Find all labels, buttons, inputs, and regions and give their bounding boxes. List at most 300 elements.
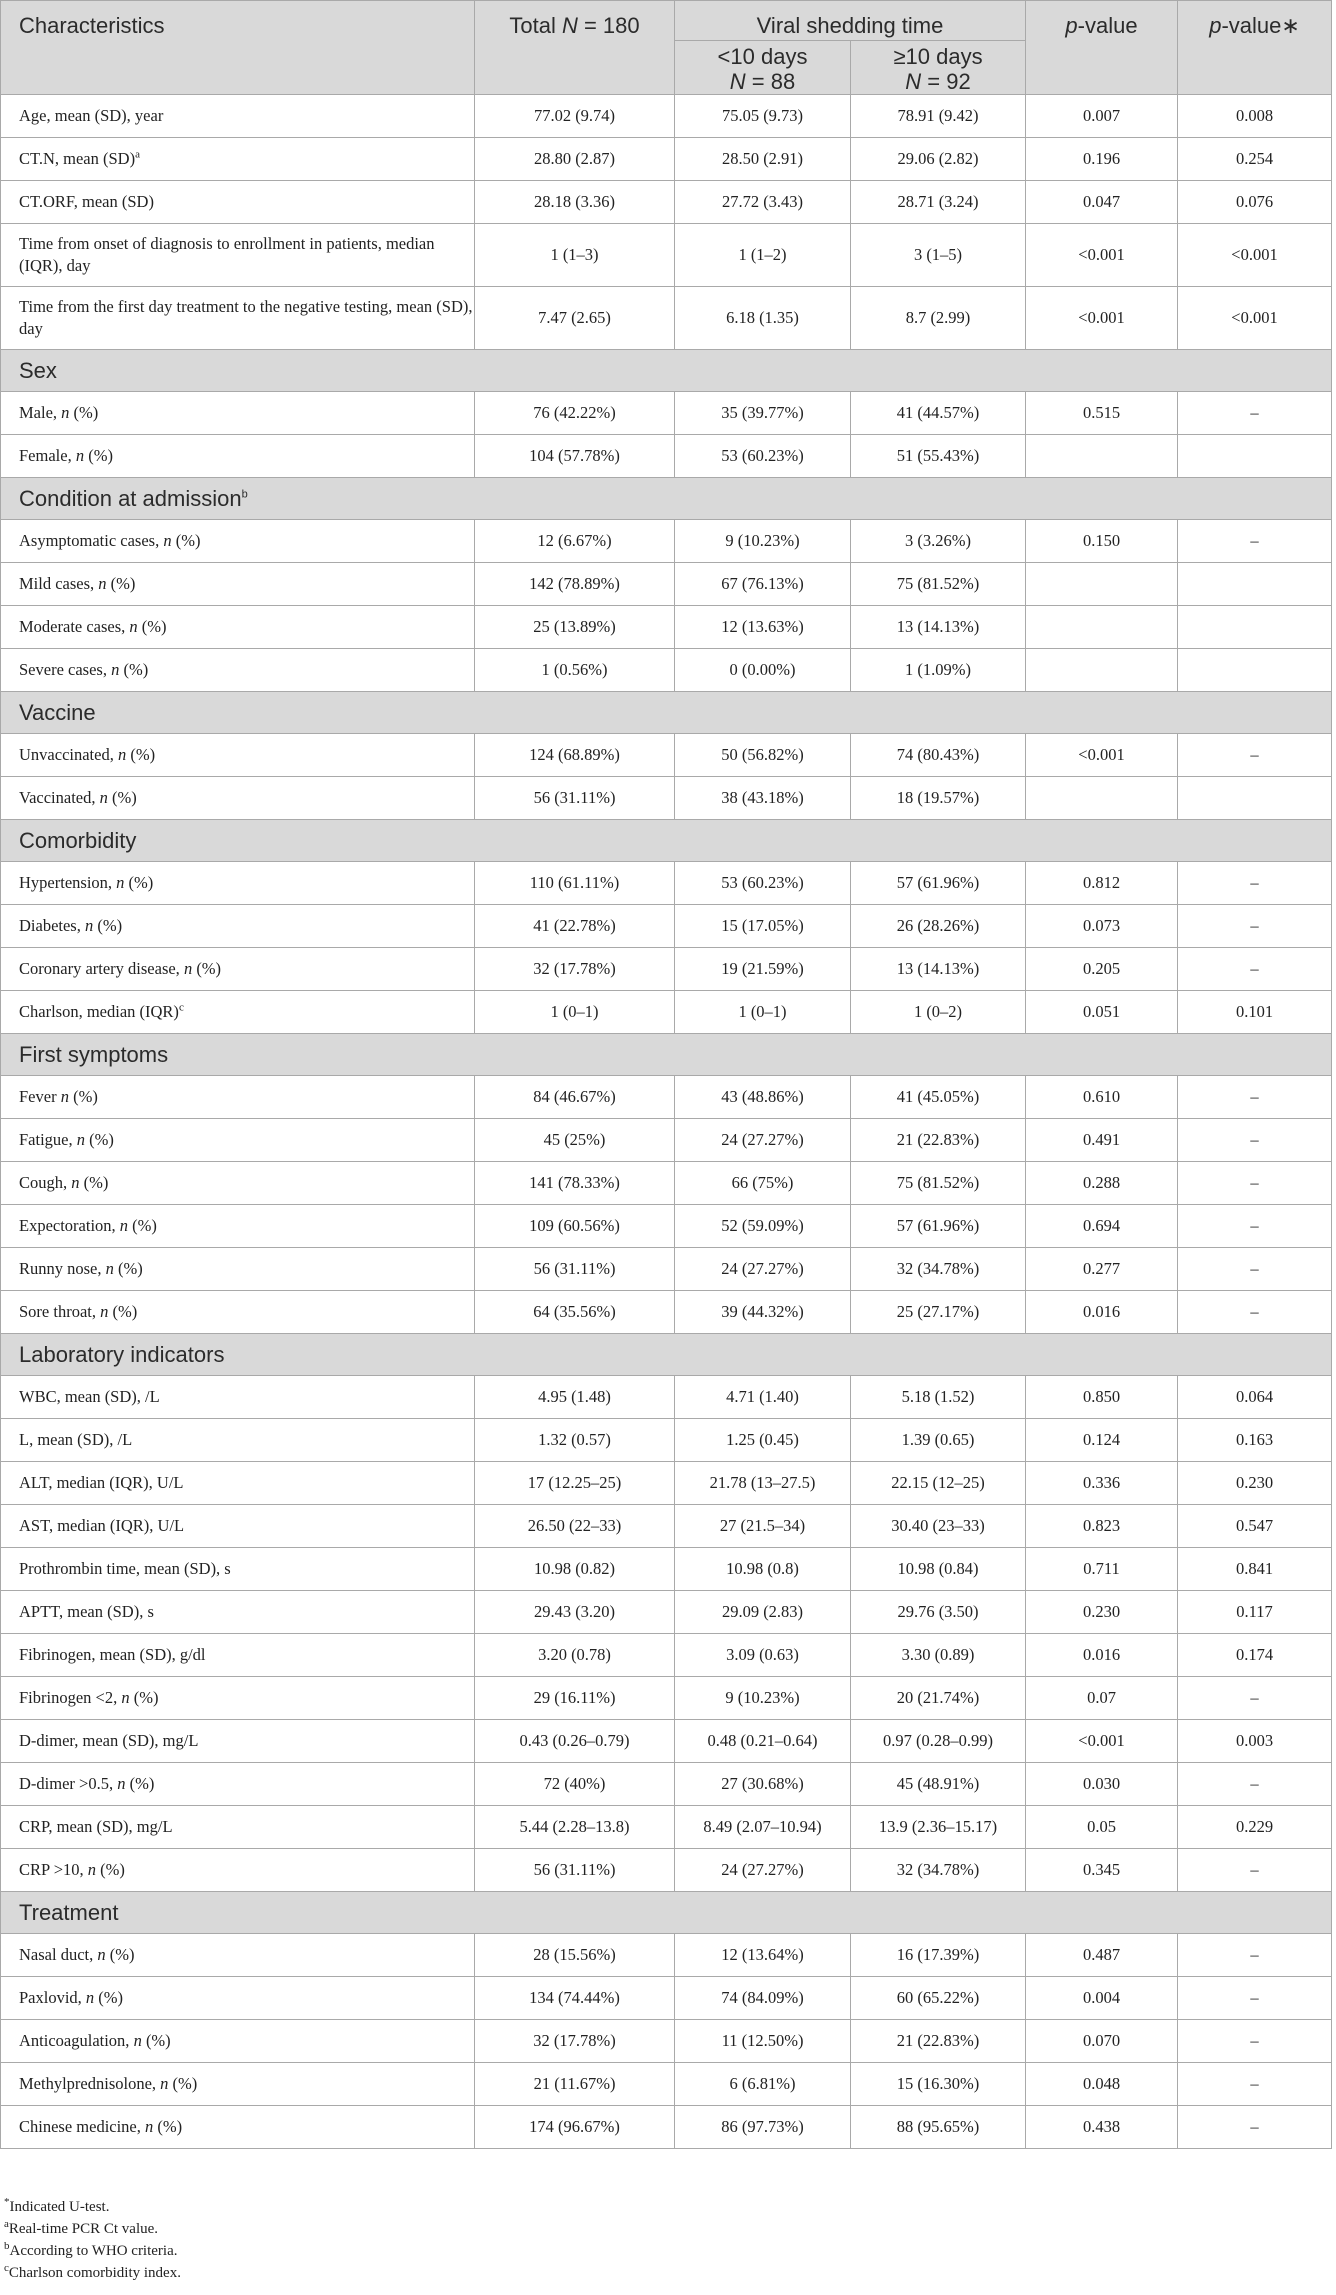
cell-lt10: 0 (0.00%) xyxy=(675,649,851,692)
header-ge10-count xyxy=(851,69,1025,94)
cell-p2: – xyxy=(1178,862,1332,905)
cell-p2 xyxy=(1178,777,1332,820)
cell-p xyxy=(1026,649,1178,692)
cell-total: 109 (60.56%) xyxy=(475,1205,675,1248)
section-title xyxy=(1,820,1332,862)
cell-ge10: 57 (61.96%) xyxy=(851,1205,1026,1248)
table-row xyxy=(1,991,1332,1034)
cell-lt10: 0.48 (0.21–0.64) xyxy=(675,1720,851,1763)
row-label-text: Time from the first day treatment to the negative testing, mean (SD), day xyxy=(19,297,473,338)
table-row xyxy=(1,224,1332,287)
cell-total: 56 (31.11%) xyxy=(475,777,675,820)
row-label-n: n xyxy=(100,1302,109,1321)
header-pstar-letter: p xyxy=(1209,13,1222,38)
cell-lt10: 11 (12.50%) xyxy=(675,2020,851,2063)
cell-p: 0.016 xyxy=(1026,1634,1178,1677)
cell-total: 1.32 (0.57) xyxy=(475,1419,675,1462)
cell-ge10: 21 (22.83%) xyxy=(851,2020,1026,2063)
table-row xyxy=(1,563,1332,606)
cell-total: 4.95 (1.48) xyxy=(475,1376,675,1419)
cell-p: <0.001 xyxy=(1026,1720,1178,1763)
cell-p2 xyxy=(1178,649,1332,692)
cell-lt10: 21.78 (13–27.5) xyxy=(675,1462,851,1505)
cell-ge10: 60 (65.22%) xyxy=(851,1977,1026,2020)
cell-lt10: 53 (60.23%) xyxy=(675,435,851,478)
cell-ge10: 13 (14.13%) xyxy=(851,948,1026,991)
footnote-mark: b xyxy=(4,2240,10,2252)
row-label-n: n xyxy=(76,1130,85,1149)
cell-p2: – xyxy=(1178,1677,1332,1720)
cell-total: 124 (68.89%) xyxy=(475,734,675,777)
section-title-text: Condition at admission xyxy=(19,485,242,511)
row-label-text: Asymptomatic cases, xyxy=(19,531,164,550)
row-label-n: n xyxy=(183,959,193,978)
section-header-row xyxy=(1,692,1332,734)
header-ge10-count-text: = 92 xyxy=(921,69,971,94)
cell-p: 0.007 xyxy=(1026,95,1178,138)
header-lt10-count xyxy=(675,69,850,94)
cell-p2: – xyxy=(1178,1205,1332,1248)
row-label-n: n xyxy=(117,1774,126,1793)
row-label xyxy=(1,734,475,777)
cell-p: 0.288 xyxy=(1026,1162,1178,1205)
row-label-n: n xyxy=(121,1688,130,1707)
section-title-text: Comorbidity xyxy=(19,827,137,853)
row-label xyxy=(1,2106,475,2149)
section-title-text: Vaccine xyxy=(19,699,96,725)
table-row xyxy=(1,1462,1332,1505)
header-p-rest: -value xyxy=(1077,13,1138,38)
cell-p xyxy=(1026,606,1178,649)
cell-lt10: 3.09 (0.63) xyxy=(675,1634,851,1677)
row-label-text: CT.ORF, mean (SD) xyxy=(19,192,154,211)
cell-lt10: 39 (44.32%) xyxy=(675,1291,851,1334)
row-label-n: n xyxy=(116,873,125,892)
cell-ge10: 78.91 (9.42) xyxy=(851,95,1026,138)
footnote-mark: * xyxy=(4,2196,10,2208)
cell-p: 0.070 xyxy=(1026,2020,1178,2063)
cell-p2: – xyxy=(1178,905,1332,948)
cell-p2: 0.547 xyxy=(1178,1505,1332,1548)
table-row xyxy=(1,2106,1332,2149)
table-row xyxy=(1,1934,1332,1977)
header-lt10 xyxy=(675,41,851,95)
row-label-n: n xyxy=(99,788,108,807)
cell-lt10: 50 (56.82%) xyxy=(675,734,851,777)
table-row xyxy=(1,1162,1332,1205)
row-label-text: APTT, mean (SD), s xyxy=(19,1602,154,1621)
cell-ge10: 5.18 (1.52) xyxy=(851,1376,1026,1419)
row-label-text: ALT, median (IQR), U/L xyxy=(19,1473,184,1492)
row-label xyxy=(1,392,475,435)
cell-p2: 0.076 xyxy=(1178,181,1332,224)
table-row xyxy=(1,1763,1332,1806)
cell-p: <0.001 xyxy=(1026,287,1178,350)
section-title xyxy=(1,478,1332,520)
cell-p: 0.850 xyxy=(1026,1376,1178,1419)
header-ge10 xyxy=(851,41,1026,95)
footnote-marker: b xyxy=(241,488,248,501)
table-row xyxy=(1,1977,1332,2020)
cell-lt10: 4.71 (1.40) xyxy=(675,1376,851,1419)
cell-p2: 0.841 xyxy=(1178,1548,1332,1591)
cell-p: 0.047 xyxy=(1026,181,1178,224)
cell-total: 32 (17.78%) xyxy=(475,948,675,991)
header-p-value xyxy=(1026,1,1178,95)
row-label-tail: (%) xyxy=(69,403,99,422)
header-pstar-rest: -value∗ xyxy=(1221,13,1300,38)
cell-ge10: 30.40 (23–33) xyxy=(851,1505,1026,1548)
cell-ge10: 16 (17.39%) xyxy=(851,1934,1026,1977)
cell-p2: – xyxy=(1178,1119,1332,1162)
cell-p2: 0.254 xyxy=(1178,138,1332,181)
cell-ge10: 3 (1–5) xyxy=(851,224,1026,287)
cell-lt10: 38 (43.18%) xyxy=(675,777,851,820)
row-label xyxy=(1,1248,475,1291)
row-label-n: n xyxy=(87,1860,97,1879)
row-label-n: n xyxy=(163,531,172,550)
row-label xyxy=(1,1162,475,1205)
cell-p2: 0.229 xyxy=(1178,1806,1332,1849)
cell-p2: – xyxy=(1178,520,1332,563)
row-label-tail: (%) xyxy=(171,531,201,550)
row-label xyxy=(1,95,475,138)
row-label-text: CRP, mean (SD), mg/L xyxy=(19,1817,173,1836)
cell-total: 0.43 (0.26–0.79) xyxy=(475,1720,675,1763)
row-label-tail: (%) xyxy=(137,617,167,636)
row-label-n: n xyxy=(84,916,94,935)
row-label-text: Runny nose, xyxy=(19,1259,106,1278)
cell-total: 28.80 (2.87) xyxy=(475,138,675,181)
table-row xyxy=(1,520,1332,563)
cell-ge10: 15 (16.30%) xyxy=(851,2063,1026,2106)
table-row xyxy=(1,1548,1332,1591)
row-label xyxy=(1,1119,475,1162)
table-row xyxy=(1,392,1332,435)
cell-total: 28.18 (3.36) xyxy=(475,181,675,224)
cell-p2: 0.174 xyxy=(1178,1634,1332,1677)
row-label-tail: (%) xyxy=(125,1774,155,1793)
row-label-tail: (%) xyxy=(79,1173,109,1192)
cell-total: 32 (17.78%) xyxy=(475,2020,675,2063)
row-label-text: Sore throat, xyxy=(19,1302,101,1321)
cell-ge10: 22.15 (12–25) xyxy=(851,1462,1026,1505)
cell-p: 0.812 xyxy=(1026,862,1178,905)
cell-p2: – xyxy=(1178,1934,1332,1977)
row-label-text: Vaccinated, xyxy=(19,788,100,807)
cell-total: 7.47 (2.65) xyxy=(475,287,675,350)
cell-p: 0.150 xyxy=(1026,520,1178,563)
row-label-tail: (%) xyxy=(192,959,222,978)
cell-p: 0.196 xyxy=(1026,138,1178,181)
cell-total: 72 (40%) xyxy=(475,1763,675,1806)
cell-lt10: 1 (0–1) xyxy=(675,991,851,1034)
footnote-mark: a xyxy=(4,2218,9,2230)
footnote-text: Real-time PCR Ct value. xyxy=(8,2221,159,2237)
cell-lt10: 12 (13.64%) xyxy=(675,1934,851,1977)
row-label-tail: (%) xyxy=(113,1259,143,1278)
table-row xyxy=(1,95,1332,138)
row-label-tail: (%) xyxy=(126,745,156,764)
footnotes xyxy=(4,2196,181,2284)
row-label xyxy=(1,520,475,563)
cell-p: 0.610 xyxy=(1026,1076,1178,1119)
row-label-text: Fever xyxy=(19,1087,61,1106)
table-row xyxy=(1,734,1332,777)
cell-total: 174 (96.67%) xyxy=(475,2106,675,2149)
row-label xyxy=(1,1419,475,1462)
table-row xyxy=(1,1205,1332,1248)
row-label xyxy=(1,1634,475,1677)
footnote-mark: c xyxy=(4,2262,9,2274)
row-label-text: Cough, xyxy=(19,1173,72,1192)
header-total-suffix: = 180 xyxy=(577,13,640,38)
cell-total: 77.02 (9.74) xyxy=(475,95,675,138)
section-title xyxy=(1,692,1332,734)
cell-ge10: 8.7 (2.99) xyxy=(851,287,1026,350)
cell-lt10: 10.98 (0.8) xyxy=(675,1548,851,1591)
cell-p2: – xyxy=(1178,948,1332,991)
cell-total: 141 (78.33%) xyxy=(475,1162,675,1205)
cell-p2 xyxy=(1178,563,1332,606)
row-label-text: Age, mean (SD), year xyxy=(19,106,164,125)
cell-p xyxy=(1026,435,1178,478)
row-label xyxy=(1,138,475,181)
row-label-tail: (%) xyxy=(84,446,113,465)
cell-p2: – xyxy=(1178,1076,1332,1119)
row-label-text: Charlson, median (IQR) xyxy=(19,1002,179,1021)
row-label-tail: (%) xyxy=(96,1860,125,1879)
footnote-marker: a xyxy=(135,148,140,161)
row-label-text: Methylprednisolone, xyxy=(19,2074,161,2093)
cell-lt10: 24 (27.27%) xyxy=(675,1849,851,1892)
cell-p xyxy=(1026,777,1178,820)
cell-p: 0.438 xyxy=(1026,2106,1178,2149)
cell-ge10: 25 (27.17%) xyxy=(851,1291,1026,1334)
cell-lt10: 52 (59.09%) xyxy=(675,1205,851,1248)
cell-p: 0.711 xyxy=(1026,1548,1178,1591)
section-title-text: Laboratory indicators xyxy=(19,1341,225,1367)
cell-p: 0.336 xyxy=(1026,1462,1178,1505)
cell-lt10: 27.72 (3.43) xyxy=(675,181,851,224)
cell-lt10: 9 (10.23%) xyxy=(675,520,851,563)
row-label-text: Fibrinogen, mean (SD), g/dl xyxy=(19,1645,206,1664)
cell-p2: – xyxy=(1178,2106,1332,2149)
table-row xyxy=(1,606,1332,649)
header-total-prefix: Total xyxy=(509,13,562,38)
cell-p2: – xyxy=(1178,1162,1332,1205)
cell-p: 0.004 xyxy=(1026,1977,1178,2020)
row-label-text: WBC, mean (SD), /L xyxy=(19,1387,160,1406)
footnote xyxy=(4,2196,181,2218)
cell-lt10: 53 (60.23%) xyxy=(675,862,851,905)
row-label-tail: (%) xyxy=(128,1216,157,1235)
cell-p: 0.230 xyxy=(1026,1591,1178,1634)
cell-total: 56 (31.11%) xyxy=(475,1248,675,1291)
table-row xyxy=(1,948,1332,991)
row-label-tail: (%) xyxy=(129,1688,159,1707)
header-total-n: N xyxy=(561,13,578,38)
table-row xyxy=(1,1376,1332,1419)
cell-ge10: 29.76 (3.50) xyxy=(851,1591,1026,1634)
row-label xyxy=(1,1591,475,1634)
cell-ge10: 10.98 (0.84) xyxy=(851,1548,1026,1591)
cell-lt10: 1.25 (0.45) xyxy=(675,1419,851,1462)
cell-total: 3.20 (0.78) xyxy=(475,1634,675,1677)
cell-p2: – xyxy=(1178,1291,1332,1334)
cell-lt10: 19 (21.59%) xyxy=(675,948,851,991)
row-label xyxy=(1,1205,475,1248)
cell-p: <0.001 xyxy=(1026,734,1178,777)
cell-lt10: 24 (27.27%) xyxy=(675,1119,851,1162)
cell-lt10: 9 (10.23%) xyxy=(675,1677,851,1720)
cell-p: 0.05 xyxy=(1026,1806,1178,1849)
cell-ge10: 1.39 (0.65) xyxy=(851,1419,1026,1462)
cell-ge10: 41 (45.05%) xyxy=(851,1076,1026,1119)
cell-ge10: 29.06 (2.82) xyxy=(851,138,1026,181)
cell-total: 10.98 (0.82) xyxy=(475,1548,675,1591)
cell-total: 104 (57.78%) xyxy=(475,435,675,478)
cell-p2: – xyxy=(1178,1977,1332,2020)
cell-lt10: 1 (1–2) xyxy=(675,224,851,287)
row-label-text: CRP >10, xyxy=(19,1860,88,1879)
cell-lt10: 6 (6.81%) xyxy=(675,2063,851,2106)
row-label-text: Mild cases, xyxy=(19,574,99,593)
row-label-n: n xyxy=(119,1216,129,1235)
cell-total: 76 (42.22%) xyxy=(475,392,675,435)
cell-p: 0.07 xyxy=(1026,1677,1178,1720)
row-label-text: Anticoagulation, xyxy=(19,2031,134,2050)
cell-ge10: 57 (61.96%) xyxy=(851,862,1026,905)
row-label-n: n xyxy=(160,2074,169,2093)
cell-lt10: 6.18 (1.35) xyxy=(675,287,851,350)
row-label xyxy=(1,181,475,224)
cell-lt10: 67 (76.13%) xyxy=(675,563,851,606)
row-label-n: n xyxy=(105,1259,114,1278)
section-title-text: Sex xyxy=(19,357,57,383)
row-label-text: Coronary artery disease, xyxy=(19,959,184,978)
section-title-text: First symptoms xyxy=(19,1041,169,1067)
cell-ge10: 18 (19.57%) xyxy=(851,777,1026,820)
row-label xyxy=(1,905,475,948)
cell-p2: <0.001 xyxy=(1178,224,1332,287)
cell-lt10: 75.05 (9.73) xyxy=(675,95,851,138)
cell-lt10: 28.50 (2.91) xyxy=(675,138,851,181)
cell-p2: – xyxy=(1178,2063,1332,2106)
row-label-text: Unvaccinated, xyxy=(19,745,118,764)
cell-p2: <0.001 xyxy=(1178,287,1332,350)
row-label-tail: (%) xyxy=(168,2074,198,2093)
header-total xyxy=(475,1,675,95)
row-label-text: CT.N, mean (SD) xyxy=(19,149,136,168)
row-label-text: Moderate cases, xyxy=(19,617,130,636)
footnote xyxy=(4,2262,181,2284)
section-title xyxy=(1,1334,1332,1376)
cell-p2 xyxy=(1178,606,1332,649)
cell-p2: – xyxy=(1178,2020,1332,2063)
cell-lt10: 27 (30.68%) xyxy=(675,1763,851,1806)
row-label-text: D-dimer >0.5, xyxy=(19,1774,118,1793)
row-label xyxy=(1,1763,475,1806)
cell-p: 0.048 xyxy=(1026,2063,1178,2106)
footnote-marker: c xyxy=(178,1001,184,1014)
table-row xyxy=(1,905,1332,948)
row-label-text: Diabetes, xyxy=(19,916,85,935)
cell-p2: 0.163 xyxy=(1178,1419,1332,1462)
row-label-tail: (%) xyxy=(107,788,137,807)
cell-total: 5.44 (2.28–13.8) xyxy=(475,1806,675,1849)
cell-p2: 0.008 xyxy=(1178,95,1332,138)
cell-total: 64 (35.56%) xyxy=(475,1291,675,1334)
cell-p xyxy=(1026,563,1178,606)
row-label xyxy=(1,435,475,478)
cell-p: 0.491 xyxy=(1026,1119,1178,1162)
cell-lt10: 27 (21.5–34) xyxy=(675,1505,851,1548)
cell-ge10: 3.30 (0.89) xyxy=(851,1634,1026,1677)
cell-ge10: 51 (55.43%) xyxy=(851,435,1026,478)
row-label-n: n xyxy=(61,403,70,422)
cell-ge10: 32 (34.78%) xyxy=(851,1248,1026,1291)
table-row xyxy=(1,1505,1332,1548)
cell-p2: 0.230 xyxy=(1178,1462,1332,1505)
row-label-tail: (%) xyxy=(153,2117,183,2136)
cell-total: 41 (22.78%) xyxy=(475,905,675,948)
cell-p: 0.051 xyxy=(1026,991,1178,1034)
cell-p: 0.515 xyxy=(1026,392,1178,435)
header-p-letter: p xyxy=(1065,13,1078,38)
row-label-tail: (%) xyxy=(105,1945,135,1964)
row-label xyxy=(1,777,475,820)
row-label-tail: (%) xyxy=(141,2031,171,2050)
row-label-text: Female, xyxy=(19,446,76,465)
row-label xyxy=(1,1076,475,1119)
cell-lt10: 29.09 (2.83) xyxy=(675,1591,851,1634)
cell-ge10: 75 (81.52%) xyxy=(851,1162,1026,1205)
row-label-n: n xyxy=(117,745,127,764)
row-label-tail: (%) xyxy=(124,873,154,892)
table-header xyxy=(1,1,1332,95)
footnote-text: Charlson comorbidity index. xyxy=(8,2265,181,2281)
cell-lt10: 74 (84.09%) xyxy=(675,1977,851,2020)
header-lt10-label: <10 days xyxy=(717,44,808,69)
cell-p2: – xyxy=(1178,1248,1332,1291)
cell-ge10: 28.71 (3.24) xyxy=(851,181,1026,224)
cell-ge10: 26 (28.26%) xyxy=(851,905,1026,948)
cell-p: 0.205 xyxy=(1026,948,1178,991)
table-row xyxy=(1,1849,1332,1892)
header-lt10-count-text: = 88 xyxy=(745,69,796,94)
header-ge10-n: N xyxy=(905,69,922,94)
row-label-text: Time from onset of diagnosis to enrollment in patients, median (IQR), day xyxy=(19,234,435,275)
row-label xyxy=(1,224,475,287)
cell-total: 29.43 (3.20) xyxy=(475,1591,675,1634)
cell-ge10: 88 (95.65%) xyxy=(851,2106,1026,2149)
row-label xyxy=(1,1462,475,1505)
table-row xyxy=(1,1119,1332,1162)
cell-ge10: 41 (44.57%) xyxy=(851,392,1026,435)
table-row xyxy=(1,1419,1332,1462)
row-label-text: Nasal duct, xyxy=(19,1945,98,1964)
header-p-value-star xyxy=(1178,1,1332,95)
table-row xyxy=(1,649,1332,692)
row-label xyxy=(1,991,475,1034)
row-label-text: L, mean (SD), /L xyxy=(19,1430,133,1449)
cell-p: 0.030 xyxy=(1026,1763,1178,1806)
cell-ge10: 45 (48.91%) xyxy=(851,1763,1026,1806)
cell-ge10: 32 (34.78%) xyxy=(851,1849,1026,1892)
cell-lt10: 66 (75%) xyxy=(675,1162,851,1205)
cell-ge10: 0.97 (0.28–0.99) xyxy=(851,1720,1026,1763)
